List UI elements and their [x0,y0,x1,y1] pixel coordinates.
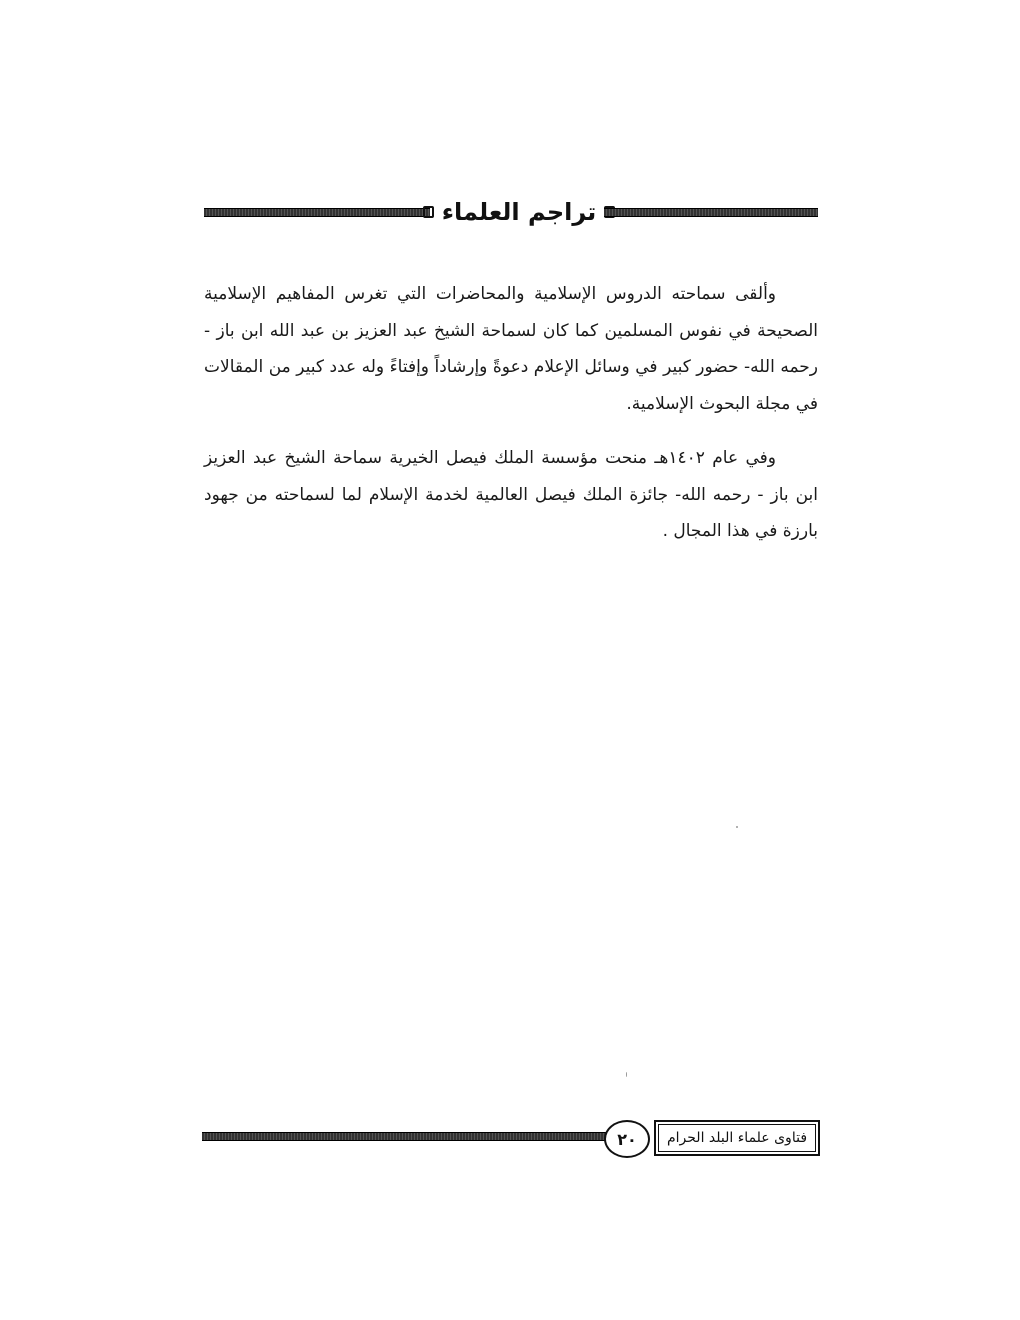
header-title-box [436,196,602,228]
scan-speck [626,1072,627,1077]
footer-rule [202,1132,608,1141]
book-title: فتاوى علماء البلد الحرام [666,1130,808,1146]
header-rule-right [604,208,818,217]
body-text [204,276,818,550]
paragraph: وألقى سماحته الدروس الإسلامية والمحاضرات التي تغرس المفاهيم الإسلامية الصحيحة في نفوس المسلمين كما كان لسماحة الشيخ عبد العزيز بن عبد الله ابن باز - رحمه الله- حضور كبير في وسائل الإعلام دعوةً وإرشاداً وإفتاءً وله عدد كبير من المقالات في مجلة البحوث الإسلامية. [204,284,818,414]
page-footer [202,1118,820,1160]
book-title-frame [658,1124,816,1152]
scan-speck [736,826,738,828]
header-rule-left [204,208,430,217]
page-number: ٢٠ [617,1129,637,1149]
page-number-circle [604,1120,650,1158]
book-title-box [654,1120,820,1156]
section-header [204,196,818,228]
paragraph: وفي عام ١٤٠٢هـ منحت مؤسسة الملك فيصل الخيرية سماحة الشيخ عبد العزيز ابن باز - رحمه الله- جائزة الملك فيصل العالمية لخدمة الإسلام لما لسماحته من جهود بارزة في هذا المجال . [204,448,818,541]
square-ornament-icon [423,206,434,218]
section-title: تراجم العلماء [441,198,597,226]
